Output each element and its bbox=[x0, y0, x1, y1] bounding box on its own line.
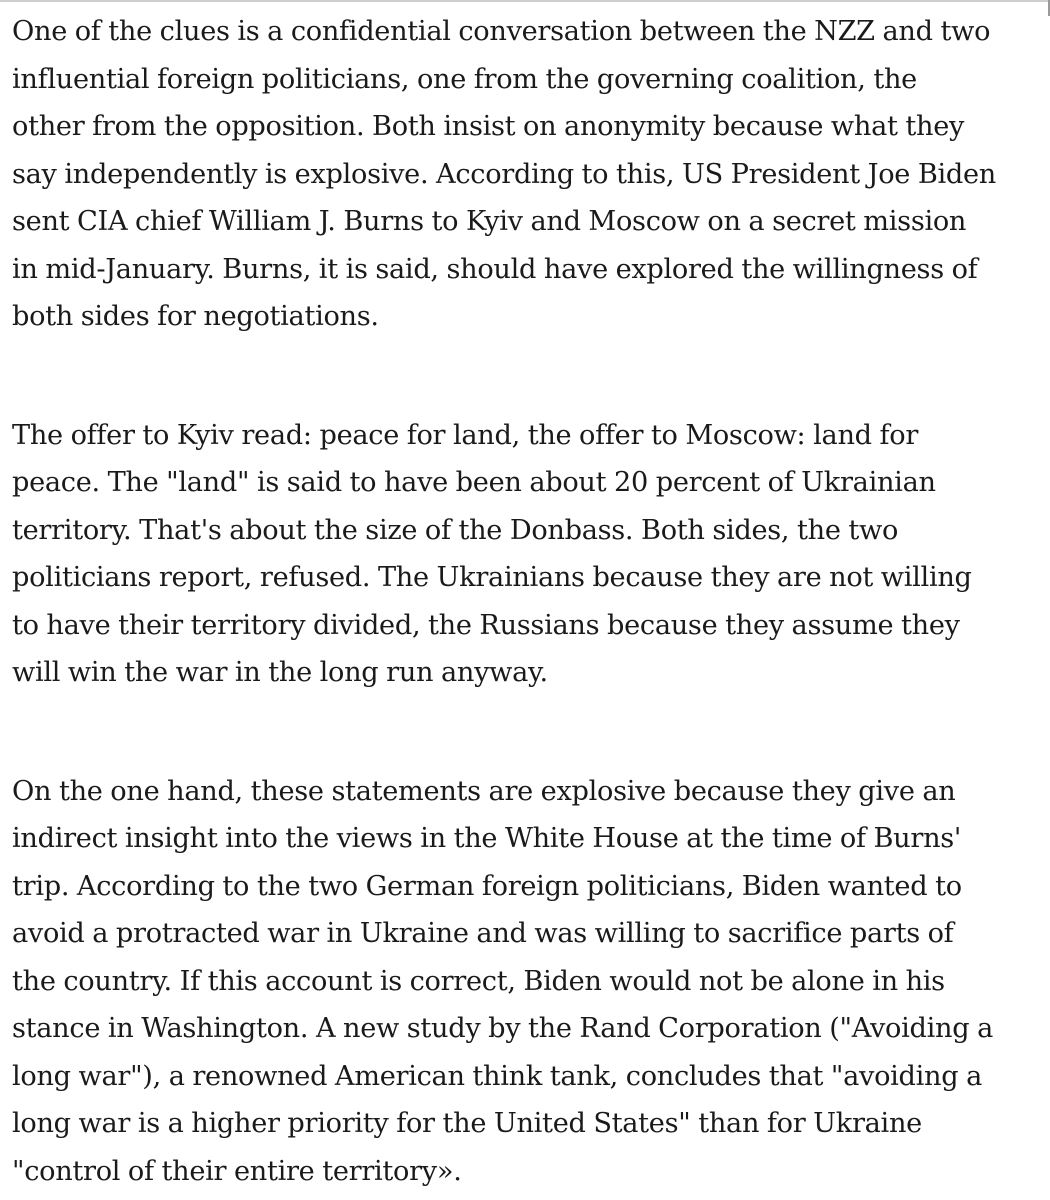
text-line: stance in Washington. A new study by the Rand Corporation ("Avoiding a bbox=[12, 1013, 993, 1044]
text-line: to have their territory divided, the Russians because they assume they bbox=[12, 609, 960, 641]
paragraph-2 bbox=[12, 412, 1042, 697]
text-line: will win the war in the long run anyway. bbox=[12, 657, 548, 688]
text-line: other from the opposition. Both insist on anonymity because what they bbox=[12, 111, 965, 142]
text-line: say independently is explosive. According to this, US President Joe Biden bbox=[12, 158, 997, 190]
top-border bbox=[0, 0, 1050, 2]
text-line: politicians report, refused. The Ukrainians because they are not willing bbox=[12, 562, 972, 593]
text-line: avoid a protracted war in Ukraine and was willing to sacrifice parts of bbox=[12, 918, 954, 949]
text-line: long war"), a renowned American think tank, concludes that "avoiding a bbox=[12, 1060, 983, 1092]
text-line: The offer to Kyiv read: peace for land, the offer to Moscow: land for bbox=[12, 419, 919, 451]
text-line: the country. If this account is correct, Biden would not be alone in his bbox=[12, 965, 945, 997]
text-line: in mid-January. Burns, it is said, should have explored the willingness of bbox=[12, 253, 978, 285]
text-line: both sides for negotiations. bbox=[12, 301, 379, 332]
paragraph-1 bbox=[12, 8, 1042, 341]
text-line: trip. According to the two German foreign politicians, Biden wanted to bbox=[12, 870, 962, 902]
text-line: On the one hand, these statements are explosive because they give an bbox=[12, 775, 956, 807]
text-line: One of the clues is a confidential conversation between the NZZ and two bbox=[12, 16, 991, 47]
text-line: indirect insight into the views in the White House at the time of Burns' bbox=[12, 823, 962, 854]
text-line: influential foreign politicians, one from the governing coalition, the bbox=[12, 63, 917, 95]
text-line: peace. The "land" is said to have been about 20 percent of Ukrainian bbox=[12, 467, 936, 498]
text-line: "control of their entire territory». bbox=[12, 1155, 462, 1187]
article-text bbox=[12, 8, 1042, 1195]
text-line: sent CIA chief William J. Burns to Kyiv and Moscow on a secret mission bbox=[12, 206, 967, 237]
text-line: territory. That's about the size of the Donbass. Both sides, the two bbox=[12, 514, 899, 546]
paragraph-3 bbox=[12, 768, 1042, 1196]
text-line: long war is a higher priority for the United States" than for Ukraine bbox=[12, 1108, 922, 1139]
